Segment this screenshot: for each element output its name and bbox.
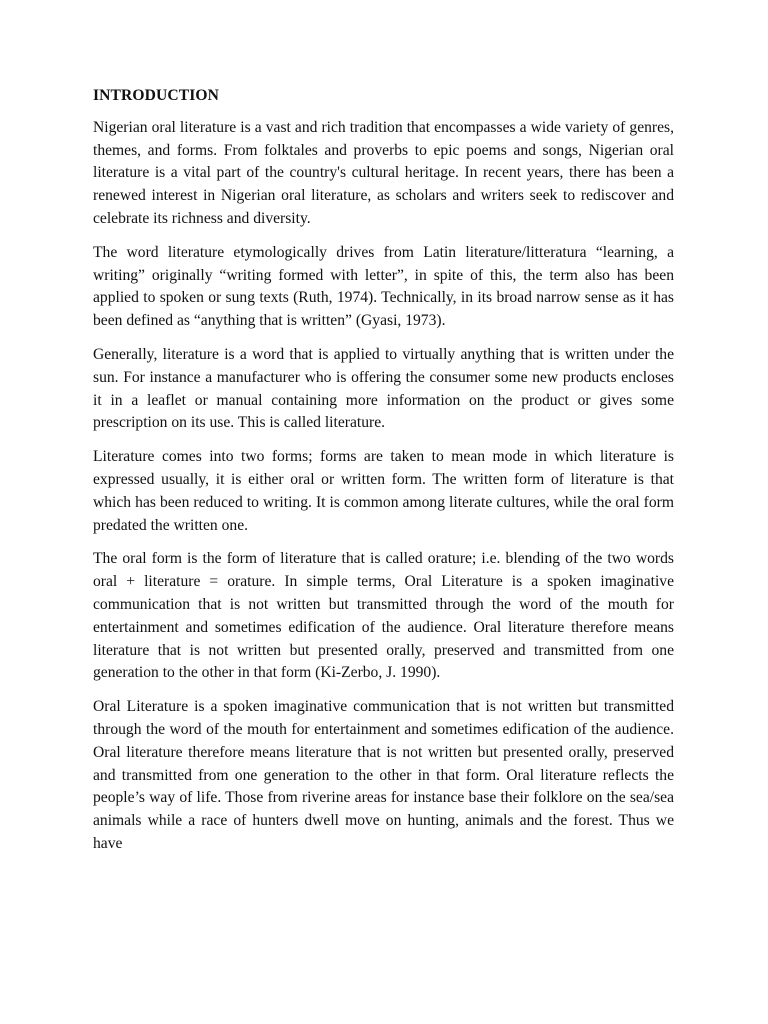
paragraph-6: Oral Literature is a spoken imaginative communication that is not written but transmitted through the word of the mouth for entertainment and sometimes edification of the audience. Oral literature therefore means literature that is not written but presented orally, preserved and transmitted from one generation to the other in that form. Oral literature reflects the people’s way of life. Those from riverine areas for instance base their folklore on the sea/sea animals while a race of hunters dwell move on hunting, animals and the forest. Thus we have [93,698,674,852]
paragraph-1: Nigerian oral literature is a vast and rich tradition that encompasses a wide variety of genres, themes, and forms. From folktales and proverbs to epic poems and songs, Nigerian oral literature is a vital part of the country's cultural heritage. In recent years, there has been a renewed interest in Nigerian oral literature, as scholars and writers seek to rediscover and celebrate its richness and diversity. [93,118,674,227]
document-body [93,85,674,867]
paragraph-4: Literature comes into two forms; forms are taken to mean mode in which literature is expressed usually, it is either oral or written form. The written form of literature is that which has been reduced to writing. It is common among literate cultures, while the oral form predated the written one. [93,448,674,534]
section-heading: INTRODUCTION [93,87,219,104]
paragraph-3: Generally, literature is a word that is applied to virtually anything that is written under the sun. For instance a manufacturer who is offering the consumer some new products encloses it in a leaflet or manual containing more information on the product or gives some prescription on its use. This is called literature. [93,345,674,432]
paragraph-2: The word literature etymologically drives from Latin literature/litteratura “learning, a writing” originally “writing formed with letter”, in spite of this, the term also has been applied to spoken or sung texts (Ruth, 1974). Technically, in its broad narrow sense as it has been defined as “anything that is written” (Gyasi, 1973). [93,243,674,330]
paragraph-5: The oral form is the form of literature that is called orature; i.e. blending of the two words oral + literature = orature. In simple terms, Oral Literature is a spoken imaginative communication that is not written but transmitted through the word of the mouth for entertainment and sometimes edification of the audience. Oral literature therefore means literature that is not written but presented orally, preserved and transmitted from one generation to the other in that form (Ki-Zerbo, J. 1990). [93,550,674,682]
